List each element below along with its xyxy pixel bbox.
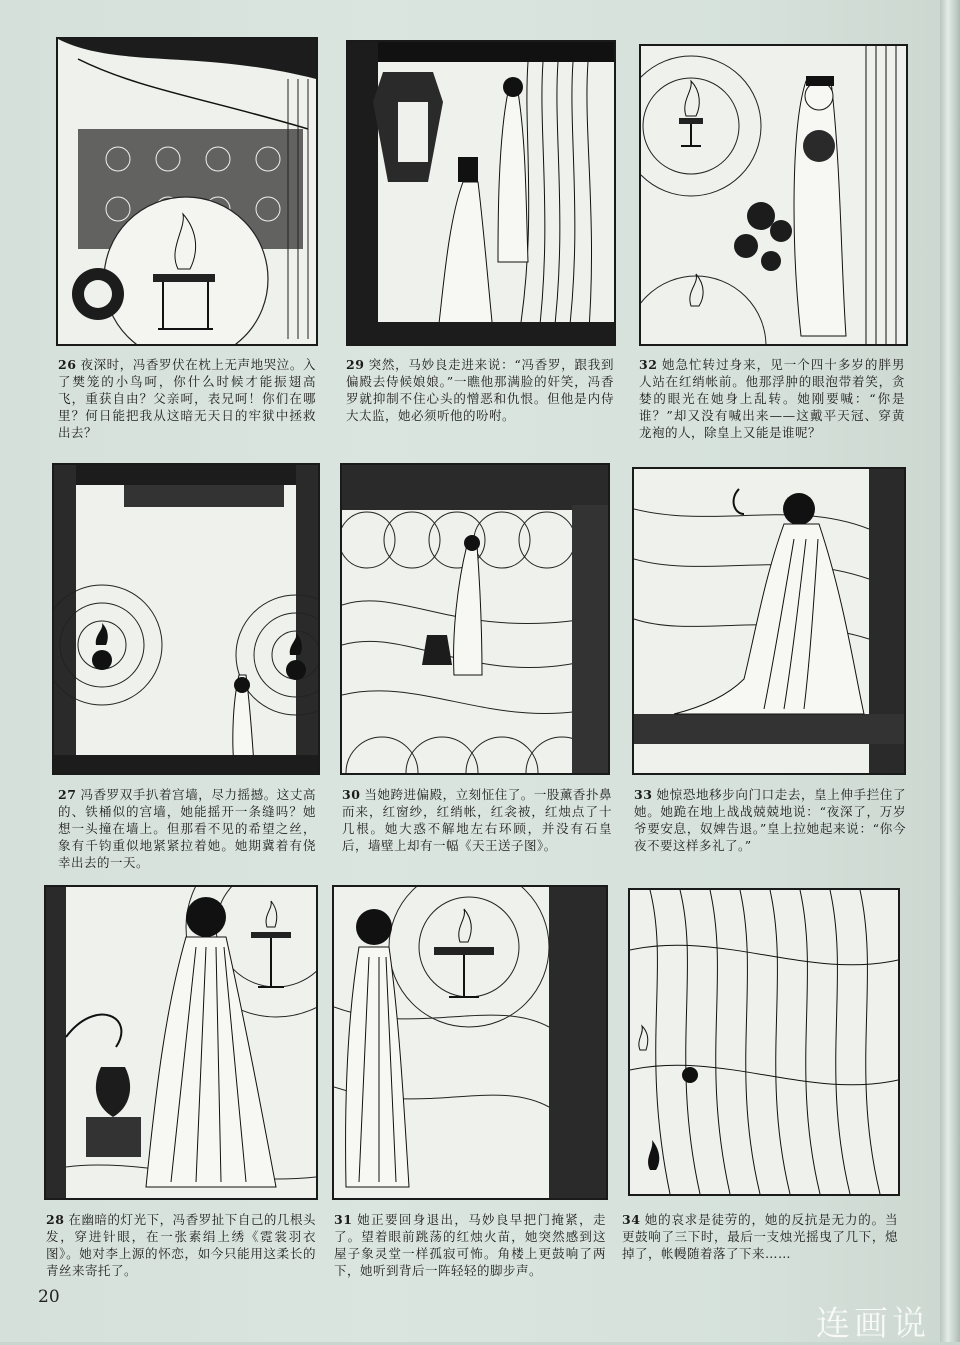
panel-26-caption xyxy=(58,356,316,441)
caption-text: 她的哀求是徒劳的，她的反抗是无力的。当更鼓响了三下时，最后一支烛光摇曳了几下，熄掉了，帐幔随着落了下来…… xyxy=(622,1212,898,1261)
panel-33-illustration xyxy=(632,467,906,775)
panel-30-caption xyxy=(342,786,612,854)
panel-31-illustration xyxy=(332,885,608,1200)
emperor-illustration xyxy=(641,46,906,344)
caption-text: 当她跨进偏殿，立刻怔住了。一股薰香扑鼻而来，红窗纱，红绡帐，红衾被，红烛点了十几根。她大惑不解地左右环顾，并没有石皇后，墙壁上却有一幅《天王送子图》。 xyxy=(342,787,612,853)
panel-32-illustration xyxy=(639,44,908,346)
kneeling-woman-illustration xyxy=(634,469,904,773)
panel-number: 30 xyxy=(342,787,361,802)
caption-text: 冯香罗双手扒着宫墙，尽力摇撼。这丈高的、铁桶似的宫墙，她能摇开一条缝吗？她想一头撞在墙上。但那看不见的希望之丝，象有千钧重似地紧紧拉着她。她期冀着有侥幸出去的一天。 xyxy=(58,787,316,870)
panel-number: 33 xyxy=(634,787,653,802)
page-edge xyxy=(940,0,960,1342)
page-number: 20 xyxy=(38,1287,60,1307)
panel-29-illustration xyxy=(346,40,616,346)
panel-number: 28 xyxy=(46,1212,65,1227)
panel-number: 34 xyxy=(622,1212,641,1227)
panel-28-illustration xyxy=(44,885,318,1200)
candle-woman-illustration xyxy=(334,887,606,1198)
panel-34-illustration xyxy=(628,888,900,1196)
side-hall-illustration xyxy=(342,465,608,773)
panel-number: 27 xyxy=(58,787,77,802)
caption-text: 她正要回身退出，马妙良早把门掩紧，走了。望着眼前跳荡的红烛火苗，她突然感到这屋子象灵堂一样孤寂可怖。角楼上更鼓响了两下，她听到背后一阵轻轻的脚步声。 xyxy=(334,1212,606,1278)
panel-27-caption xyxy=(58,786,316,871)
panel-33-caption xyxy=(634,786,906,854)
falling-curtain-illustration xyxy=(630,890,898,1194)
watermark: 连画说 xyxy=(816,1304,930,1344)
panel-30-illustration xyxy=(340,463,610,775)
panel-number: 26 xyxy=(58,357,77,372)
lantern-eunuch-illustration xyxy=(348,42,614,344)
panel-34-caption xyxy=(622,1211,898,1262)
panel-28-caption xyxy=(46,1211,316,1279)
panel-number: 32 xyxy=(639,357,658,372)
panel-number: 29 xyxy=(346,357,365,372)
panel-26-illustration xyxy=(56,37,318,346)
caption-text: 在幽暗的灯光下，冯香罗扯下自己的几根头发，穿进针眼，在一张素绢上绣《霓裳羽衣图》。她对李上源的怀恋，如今只能用这柔长的青丝来寄托了。 xyxy=(46,1212,316,1278)
caption-text: 突然，马妙良走进来说：“冯香罗，跟我到偏殿去侍候娘娘。”一瞧他那满脸的奸笑，冯香罗就抑制不住心头的憎恶和仇恨。但他是内侍大太监，她必须听他的吩咐。 xyxy=(346,357,614,423)
panel-29-caption xyxy=(346,356,614,424)
panel-31-caption xyxy=(334,1211,606,1279)
bedchamber-illustration xyxy=(58,39,316,344)
caption-text: 她急忙转过身来，见一个四十多岁的胖男人站在红绡帐前。他那浮肿的眼泡带着笑，贪婪的眼光在她身上乱转。她刚要喊：“你是谁？”却又没有喊出来——这戴平天冠、穿黄龙袍的人，除皇上又能是谁呢？ xyxy=(639,357,905,440)
embroidering-woman-illustration xyxy=(46,887,316,1198)
palace-wall-illustration xyxy=(54,465,318,773)
caption-text: 她惊恐地移步向门口走去，皇上伸手拦住了她。她跪在地上战战兢兢地说：“夜深了，万岁爷要安息，奴婢告退。”皇上拉她起来说：“你今夜不要这样多礼了。” xyxy=(634,787,906,853)
caption-text: 夜深时，冯香罗伏在枕上无声地哭泣。入了樊笼的小鸟呵，你什么时候才能振翅高飞，重获自由？父亲呵，表兄呵！你们在哪里？何日能把我从这暗无天日的牢狱中拯救出去？ xyxy=(58,357,316,440)
panel-32-caption xyxy=(639,356,905,441)
panel-number: 31 xyxy=(334,1212,353,1227)
panel-27-illustration xyxy=(52,463,320,775)
